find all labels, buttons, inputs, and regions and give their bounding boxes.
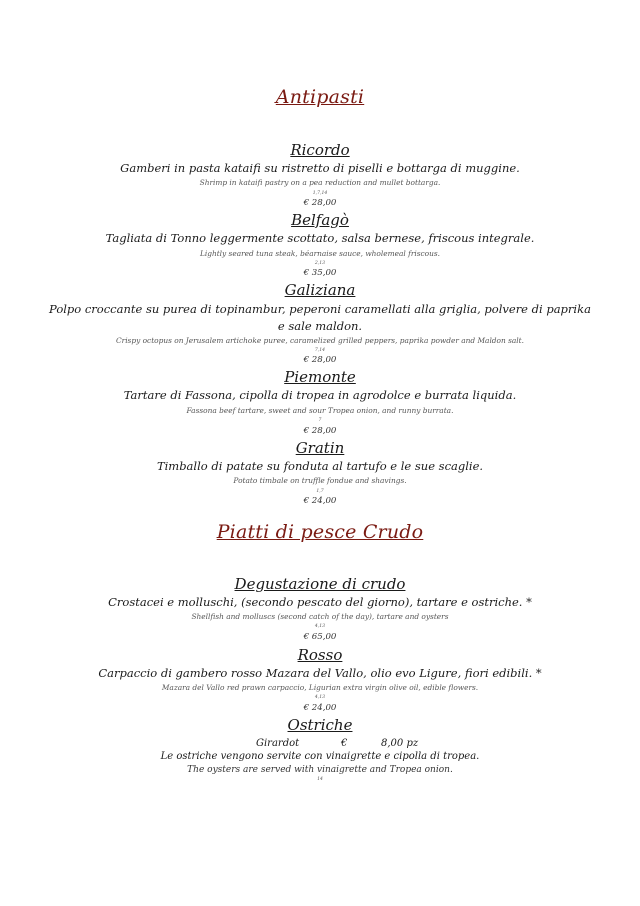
- dish-desc-en-gratin: Potato timbale on truffle fondue and shavings.: [233, 476, 407, 485]
- dish-allergens-degustazione: 4,13: [314, 624, 326, 629]
- dish-name-piemonte: Piemonte: [284, 368, 356, 386]
- oyster-currency: €: [341, 738, 348, 749]
- dish-desc-it-gratin: Timballo di patate su fonduta al tartufo e le sue scaglie.: [156, 459, 484, 473]
- dish-price-galiziana: € 28,00: [303, 355, 337, 365]
- dish-allergens-ostriche: 14: [317, 777, 323, 782]
- dish-allergens-gratin: 1,7: [316, 489, 324, 494]
- dish-name-ricordo: Ricordo: [290, 141, 350, 159]
- dish-name-galiziana: Galiziana: [284, 281, 356, 299]
- dish-allergens-piemonte: 7: [318, 418, 322, 423]
- oyster-variety: Girardot: [256, 738, 300, 749]
- dish-desc-it-piemonte: Tartare di Fassona, cipolla di tropea in agrodolce e burrata liquida.: [123, 388, 517, 402]
- section-title-crudo: Piatti di pesce Crudo: [216, 521, 424, 543]
- dish-desc-it-ostriche: Le ostriche vengono servite con vinaigrette e cipolla di tropea.: [160, 751, 480, 762]
- dish-price-degustazione: € 65,00: [303, 632, 337, 642]
- dish-desc-en-rosso: Mazara del Vallo red prawn carpaccio, Ligurian extra virgin olive oil, edible flowers.: [161, 683, 479, 692]
- dish-desc-it-ricordo: Gamberi in pasta kataifi su ristretto di piselli e bottarga di muggine.: [120, 161, 520, 175]
- dish-price-ricordo: € 28,00: [303, 198, 337, 208]
- dish-allergens-galiziana: 7,14: [314, 348, 326, 353]
- dish-allergens-rosso: 4,13: [314, 695, 326, 700]
- dish-desc-en-belfago: Lightly seared tuna steak, béarnaise sauce, wholemeal friscous.: [199, 249, 441, 258]
- dish-allergens-belfago: 2,13: [314, 261, 326, 266]
- dish-desc-en-degustazione: Shellfish and molluscs (second catch of the day), tartare and oysters: [191, 612, 449, 621]
- dish-name-belfago: Belfagò: [291, 211, 349, 229]
- dish-allergens-ricordo: 1,7,14: [312, 191, 328, 196]
- dish-desc-it-galiziana-line2: e sale maldon.: [277, 319, 363, 333]
- dish-desc-en-galiziana: Crispy octopus on Jerusalem artichoke puree, caramelized grilled peppers, paprika powder and Maldon salt.: [116, 336, 524, 345]
- dish-desc-en-piemonte: Fassona beef tartare, sweet and sour Tropea onion, and runny burrata.: [186, 406, 454, 415]
- dish-price-piemonte: € 28,00: [303, 426, 337, 436]
- dish-desc-it-galiziana-line1: Polpo croccante su purea di topinambur, peperoni caramellati alla griglia, polvere di paprika: [49, 302, 591, 316]
- dish-name-degustazione: Degustazione di crudo: [234, 575, 406, 593]
- dish-name-gratin: Gratin: [295, 439, 345, 457]
- dish-desc-en-ricordo: Shrimp in kataifi pastry on a pea reduction and mullet bottarga.: [199, 178, 441, 187]
- dish-desc-it-degustazione: Crostacei e molluschi, (secondo pescato del giorno), tartare e ostriche. *: [108, 595, 532, 609]
- oyster-unit-price: 8,00 pz: [381, 738, 419, 749]
- section-title-antipasti: Antipasti: [275, 86, 365, 108]
- dish-name-ostriche: Ostriche: [287, 716, 353, 734]
- dish-name-rosso: Rosso: [297, 646, 343, 664]
- dish-price-rosso: € 24,00: [303, 703, 337, 713]
- dish-desc-it-rosso: Carpaccio di gambero rosso Mazara del Vallo, olio evo Ligure, fiori edibili. *: [98, 666, 542, 680]
- dish-desc-en-ostriche: The oysters are served with vinaigrette and Tropea onion.: [187, 765, 453, 775]
- dish-price-belfago: € 35,00: [303, 268, 337, 278]
- dish-price-gratin: € 24,00: [303, 496, 337, 506]
- dish-desc-it-belfago: Tagliata di Tonno leggermente scottato, salsa bernese, friscous integrale.: [105, 231, 535, 245]
